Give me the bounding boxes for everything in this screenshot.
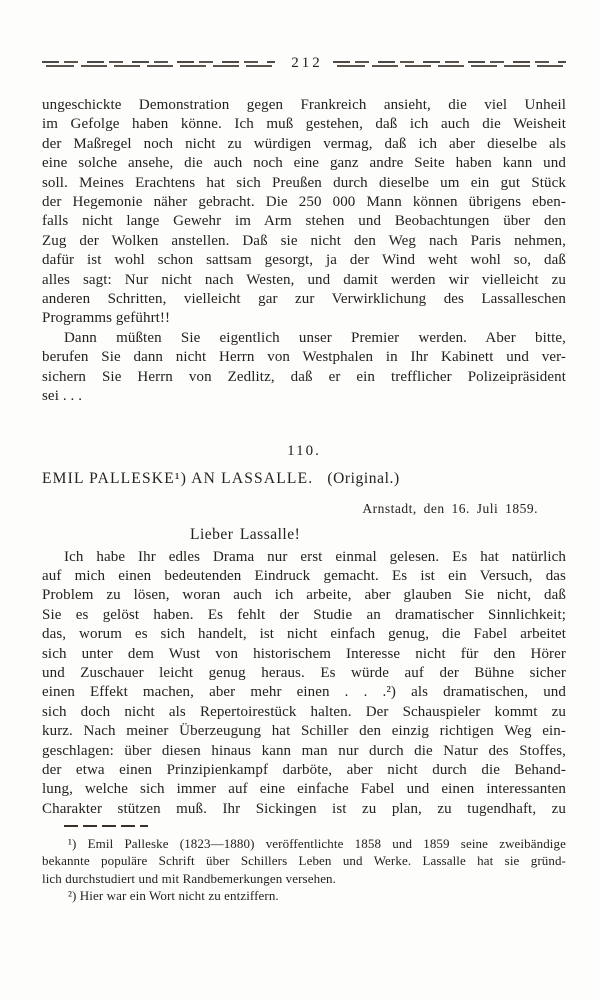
footnote-1 (42, 835, 566, 887)
body-text-line: Dann müßten Sie eigentlich unser Premier werden. Aber bitte, (64, 329, 566, 346)
body-text-line: falls nicht lange Gewehr im Arm stehen und Beobachtungen über den (42, 213, 566, 230)
letter-text-line: kurz. Nach meiner Überzeugung hat Schiller den einzig richtigen Weg ein- (42, 723, 566, 740)
body-text-line: eine solche ansehe, die auch noch eine ganz andre Seite haben kann und (42, 155, 566, 172)
letter-heading (42, 470, 566, 488)
letter-text-line: sich unter dem Wust von historischem Interesse nicht für den Hörer (42, 645, 566, 662)
letter-heading-original: (Original.) (327, 469, 400, 487)
body-text-line: berufen Sie dann nicht Herrn von Westphalen in Ihr Kabinett und ver- (42, 349, 566, 366)
body-text-line: soll. Meines Erachtens hat sich Preußen durch dieselbe um ein gut Stück (42, 174, 566, 191)
letter-text-line: geschlagen: über diesen hinaus kann man nur durch die Natur des Stoffes, (42, 742, 566, 759)
salutation: Lieber Lassalle! (190, 525, 301, 543)
body-text-line: Programms geführt!! (42, 310, 171, 327)
header-rule-left (42, 60, 275, 67)
body-text-line: sei . . . (42, 388, 83, 405)
paragraph-2 (42, 329, 566, 407)
footnote-2 (42, 887, 566, 904)
footnote-line: ²) Hier war ein Wort nicht zu entziffern. (68, 888, 279, 904)
letter-text-line: Problem zu lösen, woran auch ich arbeite, aber glauben Sie nicht, daß (42, 587, 566, 604)
footnote-line: lich durchstudiert und mit Randbemerkungen versehen. (42, 870, 337, 886)
letter-heading-title: EMIL PALLESKE¹) AN LASSALLE. (42, 469, 314, 487)
body-text-line: ungeschickte Demonstration gegen Frankreich ansieht, die viel Unheil (42, 97, 566, 113)
letter-text-line: und Zuschauer leicht genug heraus. Es würde auf der Bühne sicher (42, 664, 566, 681)
dateline: Arnstadt, den 16. Juli 1859. (362, 500, 538, 516)
paragraph-continuation (42, 96, 566, 329)
body-text-line: der Hegemonie näher gebracht. Die 250 000 Mann können übrigens eben- (42, 194, 566, 211)
letter-text-line: der etwa einen Prinzipienkampf darböte, aber nicht durch die Behand- (42, 761, 566, 778)
footnote-line: ¹) Emil Palleske (1823—1880) veröffentlichte 1858 und 1859 seine zweibändige (68, 836, 566, 852)
footnote-separator-rule (64, 825, 148, 827)
running-head (42, 54, 566, 72)
letter-text-line: auf mich einen bedeutenden Eindruck gemacht. Es ist ein Versuch, das (42, 567, 566, 584)
body-text-line: dafür ist wohl schon sattsam gesorgt, ja der Wind weht wohl so, daß (42, 252, 566, 269)
letter-text-line: Sie es gelöst haben. Es fehlt der Studie an dramatischer Sinnlichkeit; (42, 606, 566, 623)
letter-text-line: Charakter stützen muß. Ihr Sickingen ist zu plan, zu tugendhaft, zu (42, 800, 566, 817)
page-number: 212 (291, 54, 323, 71)
letter-text-line: lung, welche sich immer auf eine einfache Fabel und einen interessanten (42, 781, 566, 798)
section-number: 110. (287, 442, 321, 459)
header-rule-right (333, 60, 566, 67)
body-text-line: der Maßregel noch nicht zu würdigen vermag, daß ich aber dieselbe als (42, 135, 566, 152)
body-text-line: sichern Sie Herrn von Zedlitz, daß er ein trefflicher Polizeipräsident (42, 368, 566, 385)
letter-body (42, 548, 566, 820)
letter-text-line: das, worum es sich handelt, ist nicht einfach genug, die Fabel arbeitet (42, 626, 566, 643)
letter-text-line: einen Effekt machen, aber mehr einen . . .²) als dramatischen, und (42, 684, 566, 701)
footnote-line: bekannte populäre Schrift über Schillers Leben und Werke. Lassalle hat sie gründ- (42, 853, 566, 869)
letter-text-line: Ich habe Ihr edles Drama nur erst einmal gelesen. Es hat natürlich (64, 548, 566, 565)
body-text-line: im Gefolge haben könne. Ich muß gestehen, daß ich auch die Weisheit (42, 116, 566, 133)
body-text-line: alles sagt: Nur nicht nach Westen, und damit werden wir vielleicht zu (42, 271, 566, 288)
body-text-line: Zug der Wolken anstellen. Daß sie nicht den Weg nach Paris nehmen, (42, 232, 566, 249)
body-text-line: anderen Schritten, vielleicht gar zur Verwirklichung des Lassalleschen (42, 291, 566, 308)
letter-text-line: sich doch nicht als Repertoirestück halten. Der Schauspieler kommt zu (42, 703, 566, 720)
